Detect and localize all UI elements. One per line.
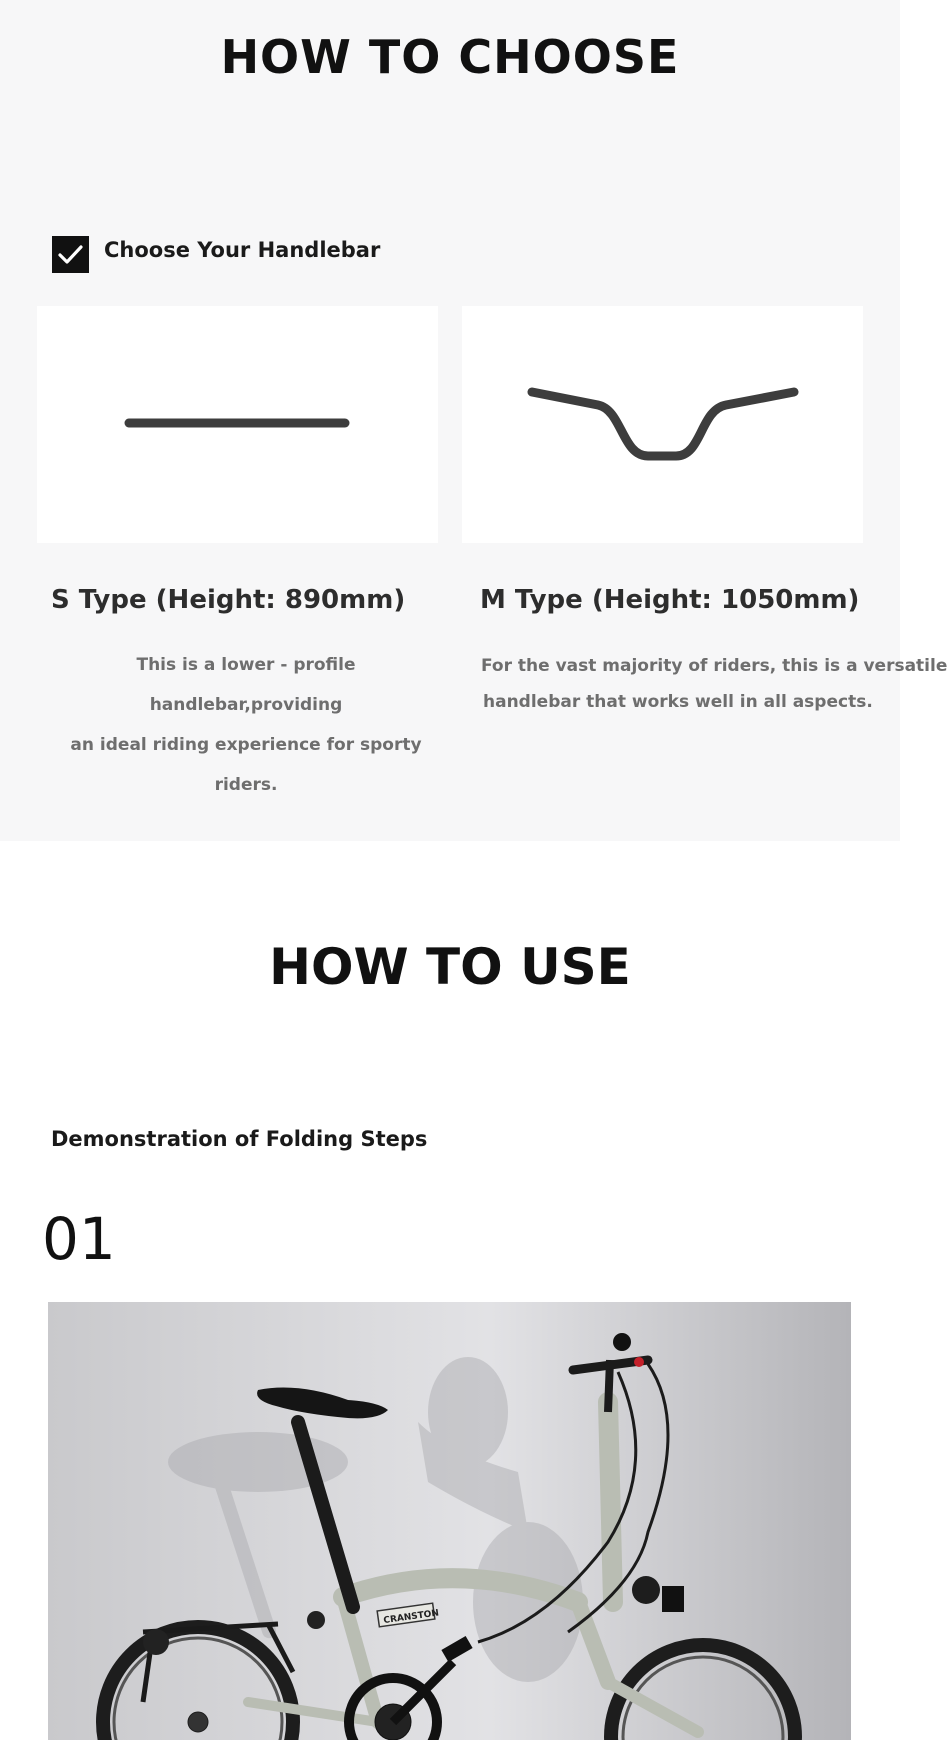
m-type-description-line-2: handlebar that works well in all aspects. [483, 692, 873, 712]
m-type-description-line-1: For the vast majority of riders, this is a versatile [481, 656, 947, 676]
s-type-card[interactable] [37, 306, 438, 543]
m-type-title: M Type (Height: 1050mm) [480, 585, 860, 615]
handlebar-heading: Choose Your Handlebar [104, 238, 381, 262]
folding-bike-image [48, 1302, 851, 1740]
how-to-choose-title: HOW TO CHOOSE [220, 30, 680, 84]
s-type-description-line-1: This is a lower - profile handlebar,providing [136, 655, 356, 715]
m-type-description [481, 648, 947, 720]
folding-step-photo [48, 1302, 851, 1740]
checkmark-icon [52, 236, 89, 273]
s-type-description [46, 645, 446, 805]
m-type-card[interactable] [462, 306, 863, 543]
step-number: 01 [42, 1205, 116, 1273]
straight-handlebar-icon [37, 306, 438, 543]
m-handlebar-icon [462, 306, 863, 543]
s-type-title: S Type (Height: 890mm) [51, 585, 406, 615]
s-type-description-line-2: an ideal riding experience for sporty riders. [70, 735, 422, 795]
folding-steps-heading: Demonstration of Folding Steps [51, 1127, 428, 1151]
frame-label: CRANSTON [382, 1608, 440, 1627]
handlebar-checkbox[interactable] [52, 236, 89, 273]
how-to-use-title: HOW TO USE [269, 938, 631, 996]
